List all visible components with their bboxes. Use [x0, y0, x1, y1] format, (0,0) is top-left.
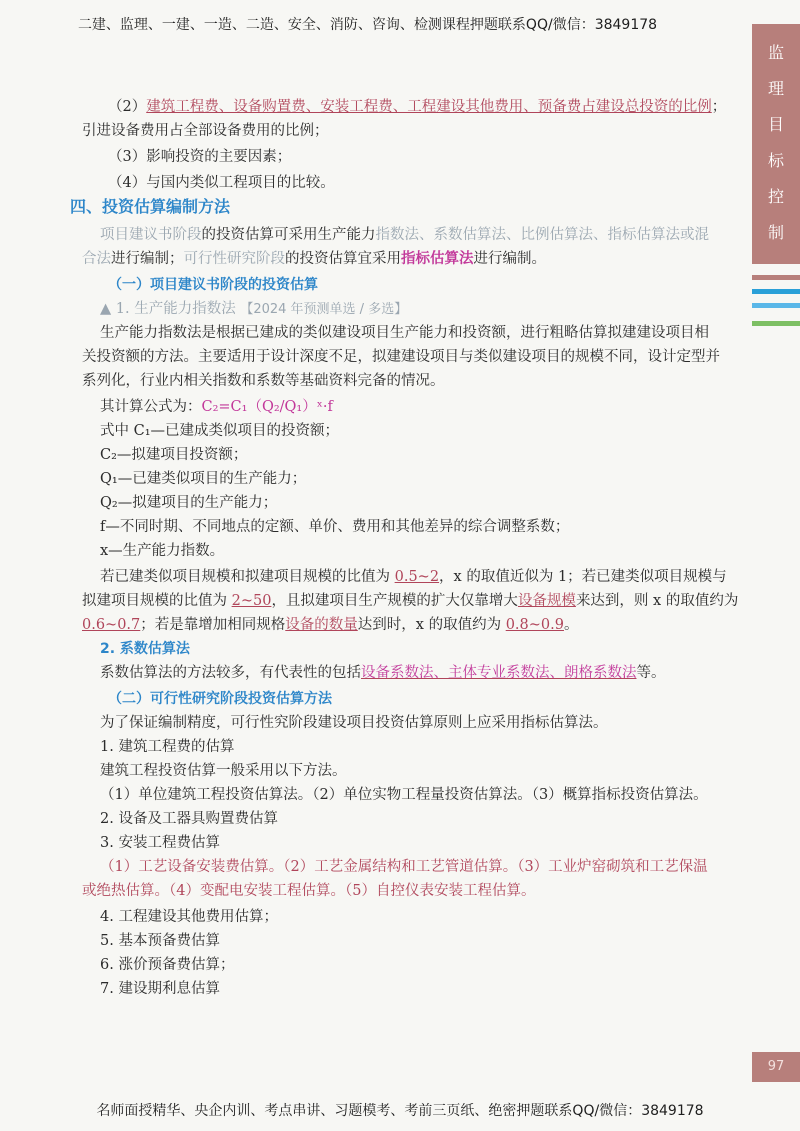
side-tab-char: 制 — [767, 223, 784, 242]
side-tab — [752, 24, 800, 264]
page-header: 二建、监理、一建、一造、二造、安全、消防、咨询、检测课程押题联系QQ/微信：3849178 — [77, 17, 658, 33]
variable-def: Q₁—已建类似项目的生产能力； — [100, 471, 307, 487]
body-text: 进行编制。 — [473, 251, 546, 267]
topic-title — [100, 298, 407, 321]
body-text: 。 — [563, 617, 579, 633]
variable-def: Q₂—拟建项目的生产能力； — [100, 495, 278, 511]
body-text: ，且拟建项目生产规模的扩大仅靠增大 — [271, 593, 518, 609]
paragraph-line — [100, 224, 709, 246]
highlight-text: 设备的数量 — [285, 617, 358, 633]
topic-title: 2. 系数估算法 — [100, 641, 190, 657]
formula: C₂=C₁（Q₂/Q₁）ˣ·f — [201, 399, 333, 415]
paragraph-line: （1）单位建筑工程投资估算法。（2）单位实物工程量投资估算法。（3）概算指标投资估算法。 — [100, 787, 708, 803]
highlight-text: 指标估算法 — [401, 250, 474, 267]
paragraph-line: 系列化，行业内相关指数和系数等基础资料完备的情况。 — [82, 373, 445, 389]
exam-tag: 【2024 年预测单选 / 多选】 — [240, 302, 408, 317]
variable-def: x—生产能力指数。 — [100, 543, 225, 559]
faint-text: 项目建议书阶段 — [100, 227, 202, 243]
body-text: 若已建类似项目规模和拟建项目规模的比值为 — [100, 569, 395, 585]
paragraph-line: 建筑工程投资估算一般采用以下方法。 — [100, 763, 347, 779]
paragraph-line: 6. 涨价预备费估算； — [100, 957, 235, 973]
list-item: 引进设备费用占全部设备费用的比例； — [82, 123, 329, 139]
side-tab-char: 目 — [767, 115, 784, 134]
paragraph-line: 1. 建筑工程费的估算 — [100, 739, 235, 755]
body-text: 的投资估算可采用生产能力 — [201, 227, 376, 243]
color-bar — [752, 303, 800, 308]
subsection-heading: （二）可行性研究阶段投资估算方法 — [108, 691, 332, 707]
topic-label: ▲ 1. 生产能力指数法 — [100, 301, 236, 317]
formula-line — [100, 396, 333, 418]
paragraph-line: 2. 设备及工器具购置费估算 — [100, 811, 278, 827]
paragraph-line: 为了保证编制精度，可行性究阶段建设项目投资估算原则上应采用指标估算法。 — [100, 715, 608, 731]
faint-text: 指数法、系数估算法、比例估算法、指标估算法或混 — [375, 227, 709, 243]
paragraph-line — [82, 590, 738, 612]
color-bar — [752, 275, 800, 280]
section-heading: 四、投资估算编制方法 — [70, 197, 231, 216]
body-text: 等。 — [636, 665, 666, 681]
paragraph-line: 5. 基本预备费估算 — [100, 933, 220, 949]
side-tab-char: 理 — [767, 79, 784, 98]
paragraph-line: 或绝热估算。（4）变配电安装工程估算。（5）自控仪表安装工程估算。 — [82, 883, 536, 899]
faint-text: 可行性研究阶段 — [183, 251, 285, 267]
highlight-text: 设备规模 — [517, 593, 576, 609]
highlight-text: 0.8~0.9 — [505, 617, 564, 633]
color-bar — [752, 289, 800, 294]
paragraph-line: 关投资额的方法。主要适用于设计深度不足，拟建建设项目与类似建设项目的规模不同，设计定型并 — [82, 349, 720, 365]
paragraph-line: （1）工艺设备安装费估算。（2）工艺金属结构和工艺管道估算。（3）工业炉窑砌筑和工艺保温 — [100, 859, 708, 875]
variable-def: f—不同时期、不同地点的定额、单价、费用和其他差异的综合调整系数； — [100, 519, 570, 535]
side-tab-char: 监 — [767, 43, 784, 62]
subsection-heading: （一）项目建议书阶段的投资估算 — [108, 277, 318, 293]
body-text: ；若是靠增加相同规格 — [140, 617, 286, 633]
paragraph-line: 生产能力指数法是根据已建成的类似建设项目生产能力和投资额，进行粗略估算拟建建设项目相 — [100, 325, 709, 341]
page-number: 97 — [752, 1052, 800, 1082]
body-text: ，x 的取值近似为 1；若已建类似项目规模与 — [439, 569, 727, 585]
paragraph-line — [82, 248, 546, 270]
item-number: （2） — [108, 99, 147, 115]
list-item — [108, 96, 726, 118]
highlight-text: 设备系数法、主体专业系数法、朗格系数法 — [361, 665, 637, 681]
variable-def: C₂—拟建项目投资额； — [100, 447, 248, 463]
body-text: 的投资估算宜采用 — [285, 251, 401, 267]
body-text: 来达到，则 x 的取值约为 — [575, 593, 739, 609]
formula-label: 其计算公式为： — [100, 399, 202, 415]
color-bar — [752, 321, 800, 326]
highlight-text: 2~50 — [231, 593, 272, 609]
paragraph-line — [100, 662, 666, 684]
paragraph-line: 4. 工程建设其他费用估算； — [100, 909, 278, 925]
punct: ； — [711, 99, 727, 115]
body-text: 进行编制； — [111, 251, 184, 267]
list-item: （4）与国内类似工程项目的比较。 — [108, 175, 335, 191]
paragraph-line: 3. 安装工程费估算 — [100, 835, 220, 851]
list-item: （3）影响投资的主要因素； — [108, 149, 292, 165]
variable-def: 式中 C₁—已建成类似项目的投资额； — [100, 423, 340, 439]
page-footer: 名师面授精华、央企内训、考点串讲、习题模考、考前三页纸、绝密押题联系QQ/微信：3849178 — [96, 1103, 704, 1119]
paragraph-line — [82, 614, 578, 636]
paragraph-line — [100, 566, 727, 588]
body-text: 拟建项目规模的比值为 — [82, 593, 232, 609]
highlight-text: 0.6~0.7 — [82, 617, 141, 633]
side-tab-char: 标 — [767, 151, 784, 170]
faint-text: 合法 — [82, 251, 111, 267]
highlight-text: 0.5~2 — [394, 569, 440, 585]
highlight-text: 建筑工程费、设备购置费、安装工程费、工程建设其他费用、预备费占建设总投资的比例 — [146, 99, 712, 115]
side-tab-char: 控 — [767, 187, 784, 206]
paragraph-line: 7. 建设期利息估算 — [100, 981, 220, 997]
body-text: 达到时，x 的取值约为 — [357, 617, 506, 633]
body-text: 系数估算法的方法较多，有代表性的包括 — [100, 665, 361, 681]
